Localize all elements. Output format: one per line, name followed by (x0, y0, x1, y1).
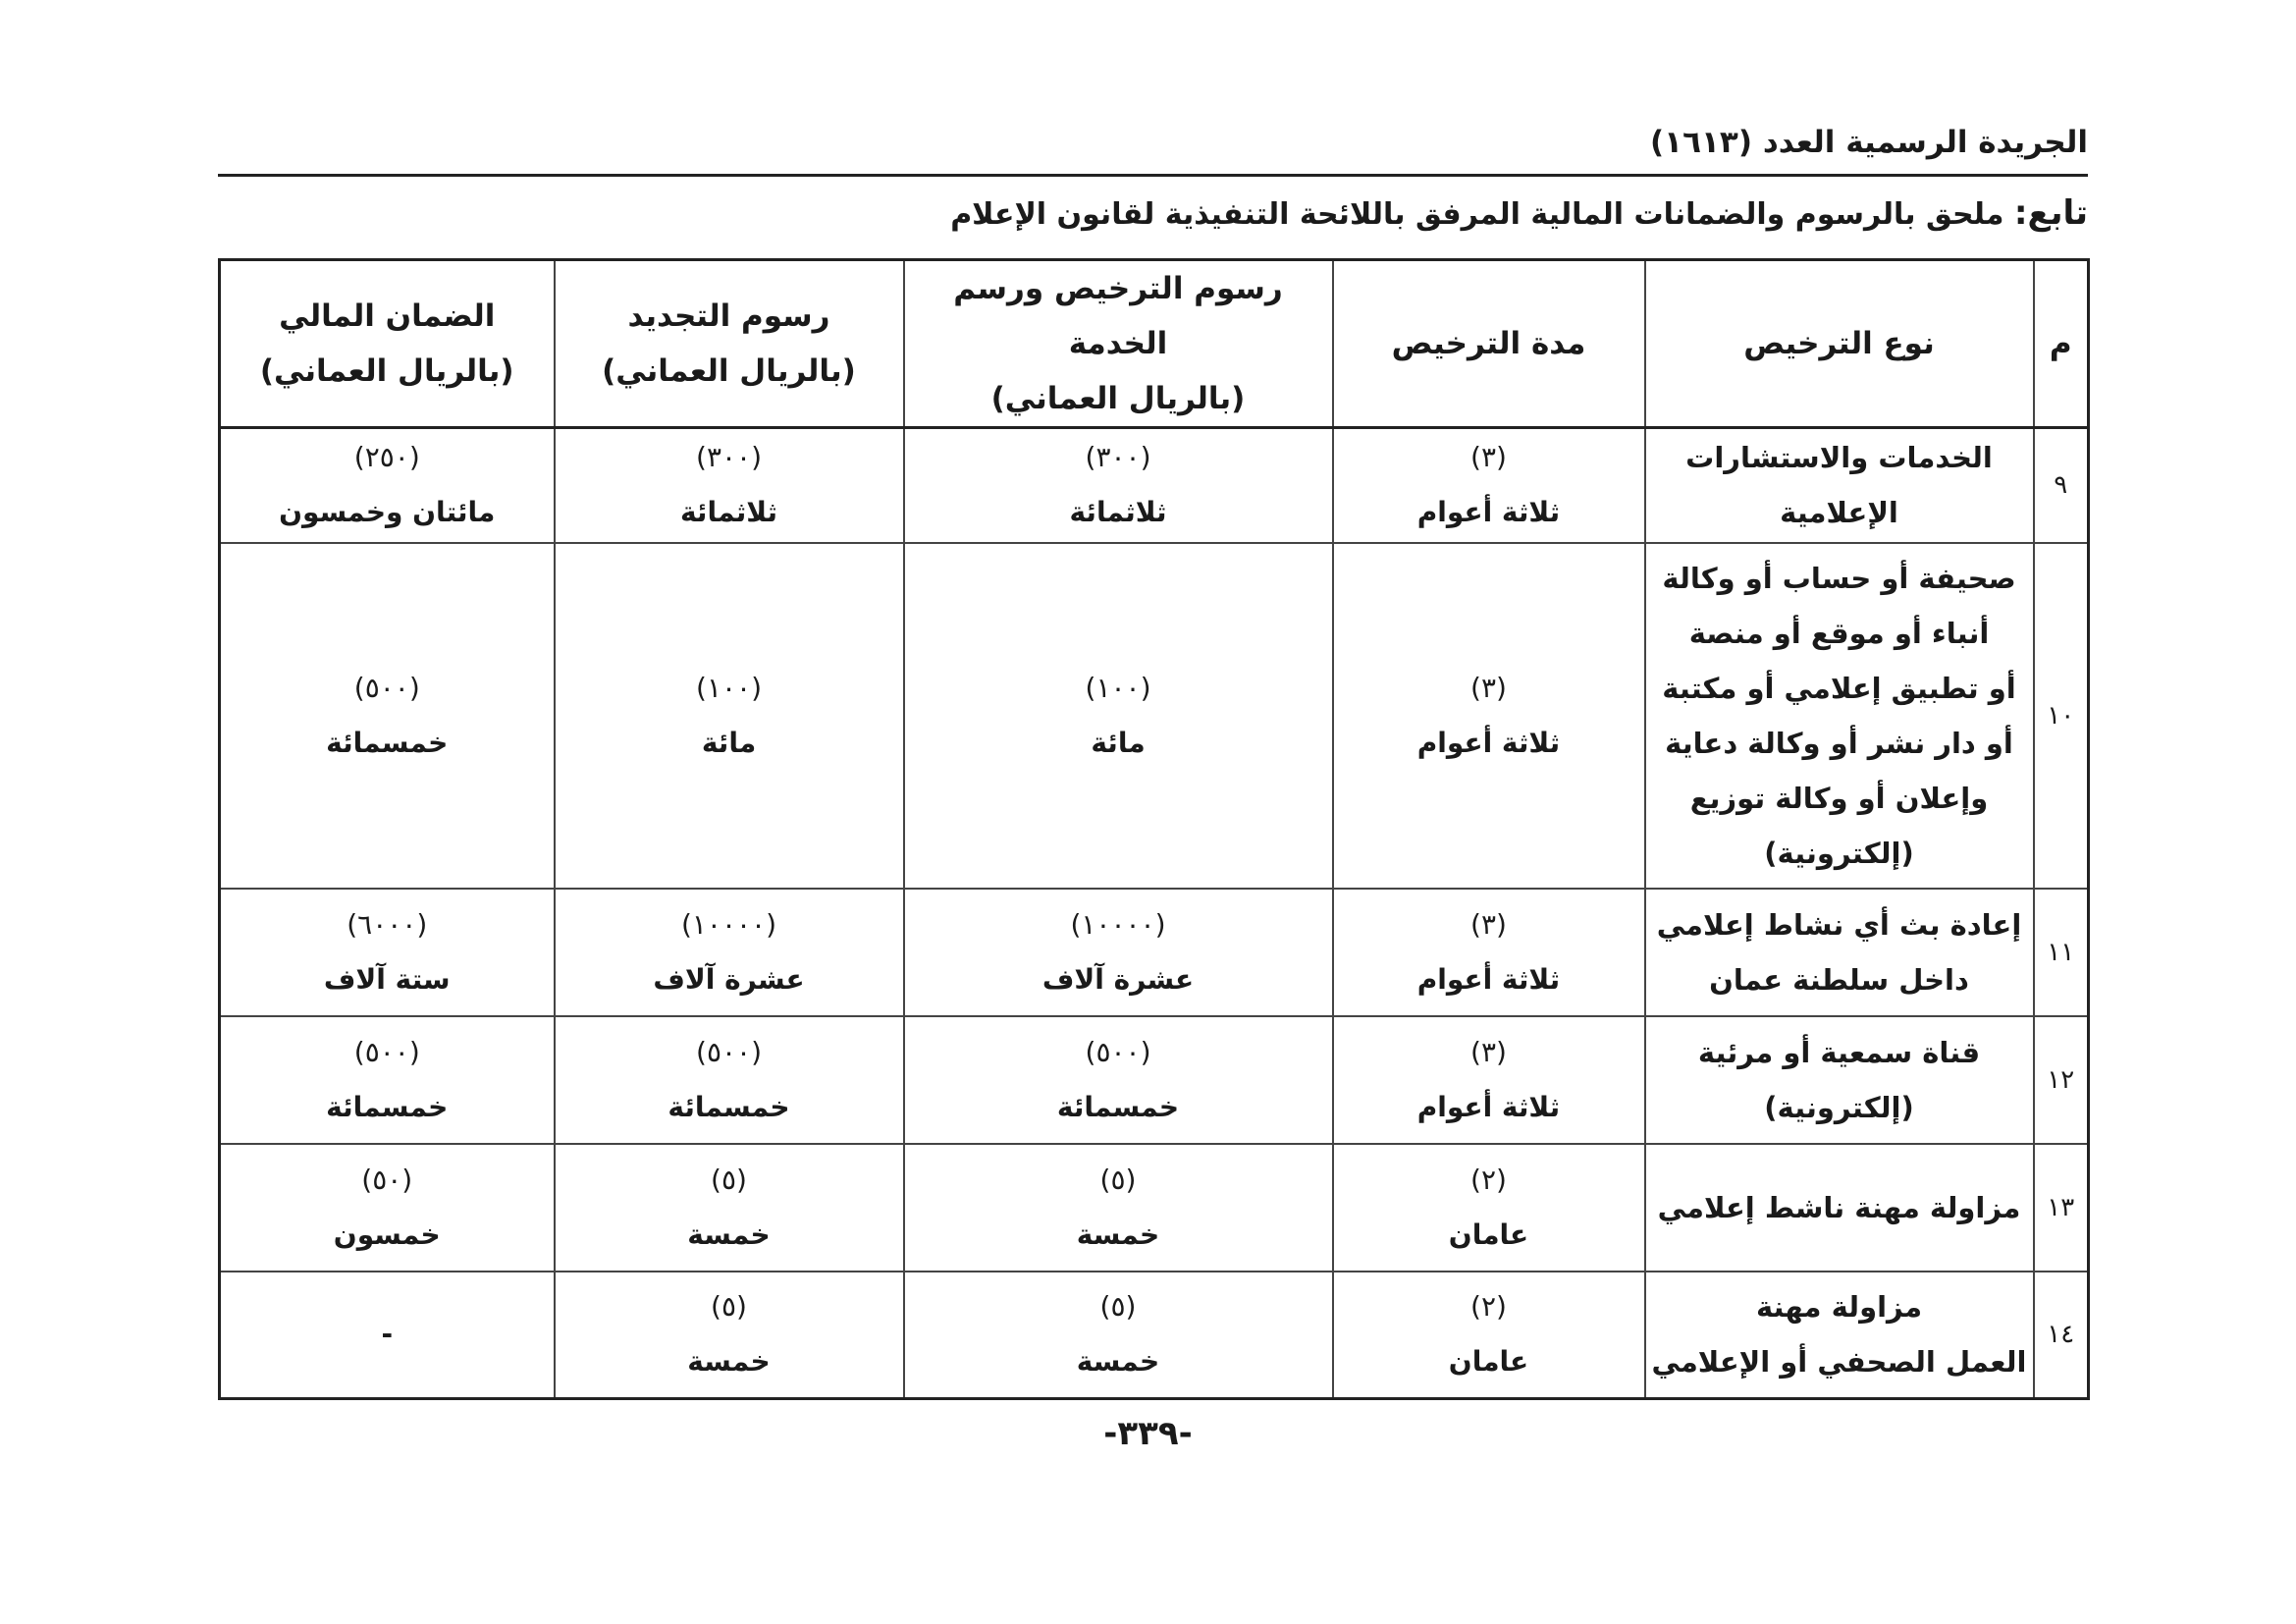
renewal-fee-cell (555, 1272, 904, 1399)
license-type-line: أو تطبيق إعلامي أو مكتبة (1662, 671, 2016, 705)
guarantee-words: مائتان وخمسون (279, 496, 496, 529)
table-row (220, 543, 2089, 889)
duration-number: (٣) (1470, 441, 1507, 474)
guarantee-cell (220, 428, 555, 543)
guarantee-number: (٥٠) (361, 1163, 413, 1196)
guarantee-cell (220, 1144, 555, 1272)
renewal-fee-words: خمسة (687, 1345, 771, 1379)
renewal-fee-words: ثلاثمائة (679, 496, 778, 529)
header-guarantee-line1: الضمان المالي (279, 298, 496, 334)
license-type-line: مزاولة مهنة ناشط إعلامي (1657, 1190, 2021, 1224)
license-fee-words: خمسمائة (1056, 1090, 1180, 1123)
license-type-cell (1645, 543, 2034, 889)
duration-cell (1333, 428, 1645, 543)
renewal-fee-cell (555, 428, 904, 543)
renewal-fee-words: عشرة آلاف (653, 962, 805, 996)
guarantee-number: (٦٠٠٠) (347, 907, 428, 941)
renewal-fee-cell (555, 1016, 904, 1144)
header-guarantee-line2: (بالريال العماني) (259, 353, 514, 389)
license-fee-words: خمسة (1076, 1345, 1160, 1379)
header-license-fee (904, 260, 1333, 428)
duration-number: (٢) (1470, 1290, 1507, 1324)
license-fee-number: (٣٠٠) (1085, 441, 1151, 474)
license-type-line: أنباء أو موقع أو منصة (1688, 616, 1990, 650)
license-type-line: (إلكترونية) (1764, 1090, 1914, 1124)
duration-words: ثلاثة أعوام (1416, 726, 1561, 759)
renewal-fee-number: (٥٠٠) (696, 1035, 762, 1068)
annex-subtitle (950, 193, 2088, 233)
license-type-line: (إلكترونية) (1764, 836, 1914, 870)
table-row (220, 889, 2089, 1016)
subtitle-text: ملحق بالرسوم والضمانات المالية المرفق باللائحة التنفيذية لقانون الإعلام (950, 197, 2014, 232)
row-index: ٩ (2034, 428, 2089, 543)
guarantee-cell (220, 889, 555, 1016)
license-fee-number: (١٠٠) (1085, 671, 1151, 704)
renewal-fee-cell (555, 1144, 904, 1272)
duration-words: ثلاثة أعوام (1416, 1090, 1561, 1123)
duration-number: (٣) (1470, 907, 1507, 941)
guarantee-words: خمسمائة (326, 1090, 449, 1123)
subtitle-lead: تابع: (2013, 193, 2088, 233)
duration-cell (1333, 543, 1645, 889)
license-fee-cell (904, 543, 1333, 889)
duration-cell (1333, 1144, 1645, 1272)
guarantee-cell (220, 543, 555, 889)
renewal-fee-words: خمسمائة (667, 1090, 790, 1123)
table-row (220, 428, 2089, 543)
page-header (218, 123, 2088, 177)
license-fee-cell (904, 428, 1333, 543)
license-fee-cell (904, 889, 1333, 1016)
renewal-fee-number: (١٠٠) (696, 671, 762, 704)
license-fee-cell (904, 1016, 1333, 1144)
duration-cell (1333, 1272, 1645, 1399)
renewal-fee-number: (٥) (711, 1163, 747, 1196)
header-renewal-fee-line2: (بالريال العماني) (602, 353, 856, 389)
header-license-type: نوع الترخيص (1645, 260, 2034, 428)
renewal-fee-words: مائة (701, 726, 757, 759)
license-fee-words: مائة (1091, 726, 1146, 759)
renewal-fee-number: (١٠٠٠٠) (680, 907, 777, 941)
license-type-line: قناة سمعية أو مرئية (1697, 1035, 1981, 1069)
row-index: ١٠ (2034, 543, 2089, 889)
license-type-line: صحيفة أو حساب أو وكالة (1662, 561, 2016, 595)
license-type-line: داخل سلطنة عمان (1709, 962, 1969, 997)
header-renewal-fee-line1: رسوم التجديد (627, 298, 830, 334)
duration-number: (٣) (1470, 1035, 1507, 1068)
license-fee-words: ثلاثمائة (1069, 496, 1167, 529)
duration-words: عامان (1448, 1218, 1529, 1251)
license-fee-number: (٥٠٠) (1085, 1035, 1151, 1068)
renewal-fee-number: (٥) (711, 1290, 747, 1324)
license-type-cell (1645, 1016, 2034, 1144)
renewal-fee-cell (555, 889, 904, 1016)
row-index: ١٣ (2034, 1144, 2089, 1272)
header-renewal-fee (555, 260, 904, 428)
license-fee-number: (٥) (1099, 1290, 1137, 1324)
table-row (220, 1144, 2089, 1272)
guarantee-number: (٥٠٠) (353, 1035, 420, 1068)
license-fee-words: خمسة (1076, 1218, 1160, 1251)
row-index: ١٢ (2034, 1016, 2089, 1144)
header-index: م (2034, 260, 2089, 428)
guarantee-number: (٢٥٠) (353, 441, 420, 474)
guarantee-words: خمسمائة (326, 726, 449, 759)
table-row (220, 1272, 2089, 1399)
guarantee-number: (٥٠٠) (353, 671, 420, 704)
renewal-fee-cell (555, 543, 904, 889)
license-type-line: مزاولة مهنة (1755, 1290, 1923, 1325)
license-type-line: أو دار نشر أو وكالة دعاية (1665, 726, 2013, 760)
license-type-line: العمل الصحفي أو الإعلامي (1651, 1345, 2027, 1380)
duration-number: (٣) (1470, 671, 1507, 704)
table-row (220, 1016, 2089, 1144)
row-index: ١١ (2034, 889, 2089, 1016)
license-type-cell (1645, 428, 2034, 543)
page-number: -٣٣٩- (1103, 1414, 1193, 1453)
duration-words: ثلاثة أعوام (1416, 496, 1561, 529)
renewal-fee-words: خمسة (687, 1218, 771, 1251)
license-fee-cell (904, 1272, 1333, 1399)
license-type-cell (1645, 1144, 2034, 1272)
license-type-cell (1645, 1272, 2034, 1399)
guarantee-words: - (381, 1318, 394, 1351)
header-license-fee-line2: (بالريال العماني) (990, 381, 1246, 416)
renewal-fee-number: (٣٠٠) (696, 441, 762, 474)
duration-cell (1333, 889, 1645, 1016)
license-fee-number: (٥) (1099, 1163, 1137, 1196)
license-type-cell (1645, 889, 2034, 1016)
duration-words: عامان (1448, 1345, 1529, 1379)
license-fee-cell (904, 1144, 1333, 1272)
license-type-line: الخدمات والاستشارات (1685, 441, 1993, 475)
duration-cell (1333, 1016, 1645, 1144)
license-type-line: الإعلامية (1780, 496, 1898, 530)
gazette-title: الجريدة الرسمية العدد (١٦١٣) (1650, 125, 2088, 160)
row-index: ١٤ (2034, 1272, 2089, 1399)
license-type-line: إعادة بث أي نشاط إعلامي (1656, 907, 2022, 942)
duration-words: ثلاثة أعوام (1416, 962, 1561, 996)
table-header-row (220, 260, 2089, 428)
fees-table (218, 258, 2090, 1400)
guarantee-cell (220, 1272, 555, 1399)
header-license-duration: مدة الترخيص (1333, 260, 1645, 428)
header-financial-guarantee (220, 260, 555, 428)
license-fee-number: (١٠٠٠٠) (1070, 907, 1166, 941)
header-license-fee-line1: رسوم الترخيص ورسم الخدمة (953, 271, 1283, 361)
license-type-line: وإعلان أو وكالة توزيع (1689, 781, 1989, 815)
guarantee-words: ستة آلاف (323, 962, 451, 996)
guarantee-cell (220, 1016, 555, 1144)
duration-number: (٢) (1470, 1163, 1507, 1196)
license-fee-words: عشرة آلاف (1041, 962, 1195, 996)
guarantee-words: خمسون (333, 1218, 441, 1251)
